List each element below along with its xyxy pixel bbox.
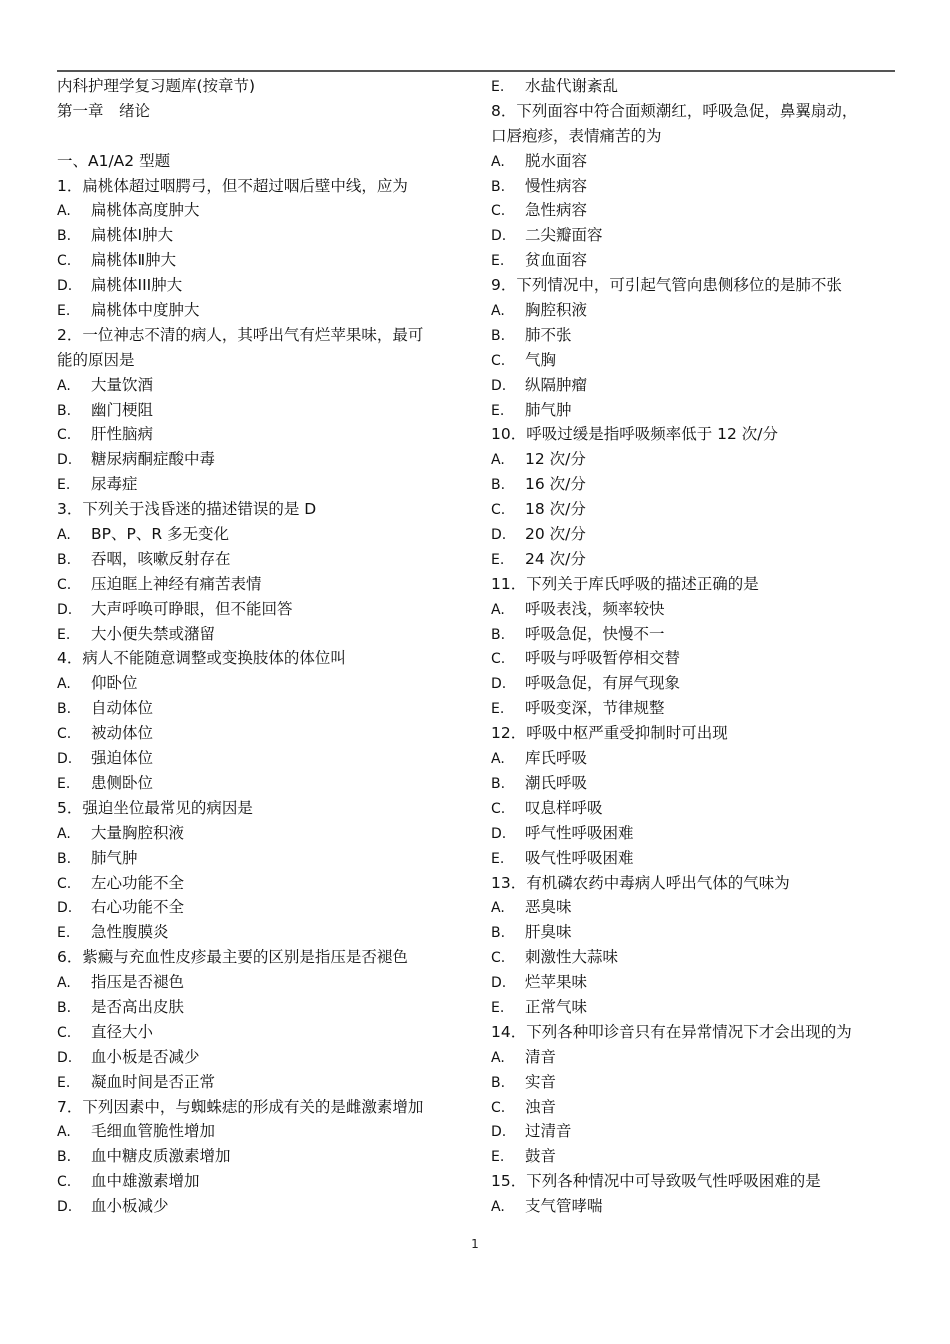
option-text: 呼吸变深，节律规整 bbox=[525, 699, 665, 718]
answer-option bbox=[57, 1119, 467, 1144]
answer-option bbox=[491, 622, 895, 647]
question-text: 10．呼吸过缓是指呼吸频率低于 12 次/分 bbox=[491, 425, 779, 444]
answer-option bbox=[57, 1144, 467, 1169]
blank-line bbox=[57, 124, 467, 149]
option-text: 肺不张 bbox=[525, 325, 572, 344]
answer-option bbox=[491, 74, 895, 99]
option-text: 16 次/分 bbox=[525, 475, 586, 494]
header-rule bbox=[57, 70, 895, 72]
option-label: C. bbox=[491, 800, 506, 817]
answer-option bbox=[491, 771, 895, 796]
option-label: C. bbox=[57, 726, 72, 743]
answer-option bbox=[491, 1095, 895, 1120]
option-text: 肺气肿 bbox=[91, 848, 138, 867]
option-text: 扁桃体Ⅰ肿大 bbox=[91, 226, 174, 245]
option-text: 大量饮酒 bbox=[91, 375, 154, 394]
option-label: E. bbox=[57, 925, 71, 942]
heading-text: 内科护理学复习题库(按章节) bbox=[57, 77, 256, 95]
answer-option bbox=[57, 920, 467, 945]
option-text: 二尖瓣面容 bbox=[525, 226, 603, 245]
answer-option bbox=[57, 1169, 467, 1194]
option-text: 过清音 bbox=[525, 1122, 572, 1141]
option-label: E. bbox=[491, 1149, 505, 1166]
answer-option bbox=[491, 522, 895, 547]
question-text: 11．下列关于库氏呼吸的描述正确的是 bbox=[491, 574, 759, 593]
option-label: C. bbox=[57, 253, 72, 270]
option-label: A. bbox=[57, 203, 71, 220]
question-text: 12．呼吸中枢严重受抑制时可出现 bbox=[491, 724, 728, 743]
option-text: 急性腹膜炎 bbox=[91, 923, 169, 942]
answer-option bbox=[57, 198, 467, 223]
option-label: E. bbox=[57, 1074, 71, 1091]
option-text: 清音 bbox=[525, 1047, 557, 1066]
answer-option bbox=[57, 597, 467, 622]
option-label: D. bbox=[491, 825, 507, 842]
option-text: 呼吸表浅，频率较快 bbox=[525, 599, 665, 618]
option-text: 恶臭味 bbox=[525, 898, 572, 917]
answer-option bbox=[491, 821, 895, 846]
option-text: 浊音 bbox=[525, 1097, 557, 1116]
option-label: A. bbox=[57, 527, 71, 544]
option-text: 18 次/分 bbox=[525, 500, 586, 519]
answer-option bbox=[491, 398, 895, 423]
answer-option bbox=[57, 970, 467, 995]
answer-option bbox=[57, 846, 467, 871]
answer-option bbox=[491, 298, 895, 323]
answer-option bbox=[491, 348, 895, 373]
answer-option bbox=[57, 1045, 467, 1070]
answer-option bbox=[491, 223, 895, 248]
question-text: 7．下列因素中，与蜘蛛痣的形成有关的是雌激素增加 bbox=[57, 1097, 424, 1116]
answer-option bbox=[491, 497, 895, 522]
option-label: C. bbox=[57, 1024, 72, 1041]
option-label: C. bbox=[491, 352, 506, 369]
option-label: E. bbox=[491, 551, 505, 568]
option-text: 肝性脑病 bbox=[91, 425, 154, 444]
answer-option bbox=[491, 373, 895, 398]
answer-option bbox=[491, 472, 895, 497]
option-label: B. bbox=[491, 178, 506, 195]
answer-option bbox=[491, 671, 895, 696]
option-text: 左心功能不全 bbox=[91, 873, 185, 892]
option-label: E. bbox=[57, 775, 71, 792]
answer-option bbox=[491, 597, 895, 622]
question-text: 口唇疱疹，表情痛苦的为 bbox=[491, 126, 662, 145]
option-text: 气胸 bbox=[525, 350, 557, 369]
option-text: 凝血时间是否正常 bbox=[91, 1072, 216, 1091]
option-text: 糖尿病酮症酸中毒 bbox=[91, 450, 216, 469]
option-text: 大小便失禁或潴留 bbox=[91, 624, 216, 643]
answer-option bbox=[491, 920, 895, 945]
option-text: 20 次/分 bbox=[525, 525, 586, 544]
option-label: A. bbox=[57, 825, 71, 842]
option-label: D. bbox=[57, 452, 73, 469]
answer-option bbox=[491, 895, 895, 920]
option-label: B. bbox=[491, 925, 506, 942]
option-text: 库氏呼吸 bbox=[525, 749, 588, 768]
option-label: B. bbox=[57, 228, 72, 245]
answer-option bbox=[57, 373, 467, 398]
option-text: 呼气性呼吸困难 bbox=[525, 823, 634, 842]
answer-option bbox=[491, 1070, 895, 1095]
option-label: B. bbox=[57, 1149, 72, 1166]
option-text: 24 次/分 bbox=[525, 549, 586, 568]
option-text: 烂苹果味 bbox=[525, 973, 588, 992]
answer-option bbox=[57, 696, 467, 721]
answer-option bbox=[57, 746, 467, 771]
option-label: B. bbox=[491, 626, 506, 643]
heading-text: 一、A1/A2 型题 bbox=[57, 151, 171, 170]
answer-option bbox=[57, 821, 467, 846]
question-text: 4．病人不能随意调整或变换肢体的体位叫 bbox=[57, 649, 346, 668]
option-text: 实音 bbox=[525, 1072, 557, 1091]
answer-option bbox=[57, 871, 467, 896]
option-label: B. bbox=[491, 775, 506, 792]
option-text: 刺激性大蒜味 bbox=[525, 948, 619, 967]
option-text: 毛细血管脆性增加 bbox=[91, 1122, 216, 1141]
option-label: B. bbox=[57, 999, 72, 1016]
answer-option bbox=[57, 895, 467, 920]
option-text: 急性病容 bbox=[525, 201, 588, 220]
option-text: 右心功能不全 bbox=[91, 898, 185, 917]
answer-option bbox=[491, 174, 895, 199]
option-label: D. bbox=[57, 278, 73, 295]
answer-option bbox=[57, 273, 467, 298]
question-text: 2．一位神志不清的病人，其呼出气有烂苹果味，最可 bbox=[57, 325, 424, 344]
option-label: C. bbox=[491, 502, 506, 519]
option-label: A. bbox=[491, 1049, 505, 1066]
question-text: 1．扁桃体超过咽腭弓，但不超过咽后壁中线，应为 bbox=[57, 176, 408, 195]
answer-option bbox=[491, 945, 895, 970]
option-label: A. bbox=[491, 153, 505, 170]
option-text: 肝臭味 bbox=[525, 923, 572, 942]
option-text: 血中糖皮质激素增加 bbox=[91, 1147, 231, 1166]
option-text: 强迫体位 bbox=[91, 749, 154, 768]
option-label: C. bbox=[491, 203, 506, 220]
option-text: 支气管哮喘 bbox=[525, 1197, 603, 1216]
option-label: E. bbox=[491, 999, 505, 1016]
option-text: 呼吸与呼吸暂停相交替 bbox=[525, 649, 681, 668]
option-text: 自动体位 bbox=[91, 699, 154, 718]
answer-option bbox=[491, 970, 895, 995]
question-text: 13．有机磷农药中毒病人呼出气体的气味为 bbox=[491, 873, 790, 892]
answer-option bbox=[491, 1144, 895, 1169]
option-label: B. bbox=[57, 701, 72, 718]
option-text: 指压是否褪色 bbox=[91, 973, 185, 992]
option-label: B. bbox=[57, 402, 72, 419]
option-label: C. bbox=[491, 1099, 506, 1116]
answer-option bbox=[57, 622, 467, 647]
answer-option bbox=[57, 223, 467, 248]
option-label: C. bbox=[491, 950, 506, 967]
option-text: 患侧卧位 bbox=[91, 773, 154, 792]
option-label: B. bbox=[57, 551, 72, 568]
answer-option bbox=[491, 1194, 895, 1219]
option-label: E. bbox=[491, 402, 505, 419]
answer-option bbox=[57, 1070, 467, 1095]
option-text: 大量胸腔积液 bbox=[91, 823, 185, 842]
answer-option bbox=[491, 995, 895, 1020]
answer-option bbox=[57, 472, 467, 497]
answer-option bbox=[57, 721, 467, 746]
answer-option bbox=[491, 796, 895, 821]
left-column bbox=[57, 74, 467, 1219]
option-text: 尿毒症 bbox=[91, 475, 138, 494]
answer-option bbox=[57, 422, 467, 447]
option-label: D. bbox=[57, 601, 73, 618]
option-label: C. bbox=[57, 427, 72, 444]
answer-option bbox=[57, 771, 467, 796]
option-text: 正常气味 bbox=[525, 997, 588, 1016]
question-text: 15．下列各种情况中可导致吸气性呼吸困难的是 bbox=[491, 1172, 821, 1191]
option-text: 呼吸急促，快慢不一 bbox=[525, 624, 665, 643]
option-label: A. bbox=[491, 601, 505, 618]
option-label: E. bbox=[491, 79, 505, 95]
answer-option bbox=[491, 1119, 895, 1144]
option-label: D. bbox=[491, 228, 507, 245]
question-text: 能的原因是 bbox=[57, 350, 135, 369]
answer-option bbox=[491, 198, 895, 223]
option-label: B. bbox=[491, 327, 506, 344]
option-text: 吸气性呼吸困难 bbox=[525, 848, 634, 867]
option-text: 幽门梗阻 bbox=[91, 400, 154, 419]
option-label: E. bbox=[57, 626, 71, 643]
answer-option bbox=[491, 746, 895, 771]
answer-option bbox=[57, 572, 467, 597]
option-label: A. bbox=[491, 452, 505, 469]
question-text: 8．下列面容中符合面颊潮红，呼吸急促，鼻翼扇动， bbox=[491, 101, 858, 120]
option-text: 压迫眶上神经有痛苦表情 bbox=[91, 574, 262, 593]
option-label: E. bbox=[491, 701, 505, 718]
answer-option bbox=[57, 1194, 467, 1219]
answer-option bbox=[491, 646, 895, 671]
answer-option bbox=[491, 696, 895, 721]
answer-option bbox=[491, 547, 895, 572]
option-label: B. bbox=[491, 477, 506, 494]
option-text: 扁桃体高度肿大 bbox=[91, 201, 200, 220]
question-text: 14．下列各种叩诊音只有在异常情况下才会出现的为 bbox=[491, 1022, 852, 1041]
option-label: A. bbox=[57, 1124, 71, 1141]
option-text: 水盐代谢紊乱 bbox=[525, 77, 619, 95]
option-label: A. bbox=[491, 751, 505, 768]
answer-option bbox=[57, 248, 467, 273]
option-label: E. bbox=[57, 477, 71, 494]
option-label: D. bbox=[57, 1049, 73, 1066]
option-label: D. bbox=[491, 676, 507, 693]
option-text: 扁桃体III肿大 bbox=[91, 276, 183, 295]
option-label: B. bbox=[491, 1074, 506, 1091]
option-text: 胸腔积液 bbox=[525, 301, 588, 320]
option-label: A. bbox=[57, 975, 71, 992]
option-text: 大声呼唤可睁眼，但不能回答 bbox=[91, 599, 293, 618]
answer-option bbox=[57, 447, 467, 472]
option-text: 吞咽，咳嗽反射存在 bbox=[91, 549, 231, 568]
option-text: 脱水面容 bbox=[525, 151, 588, 170]
option-text: 肺气肿 bbox=[525, 400, 572, 419]
answer-option bbox=[491, 846, 895, 871]
option-label: D. bbox=[491, 527, 507, 544]
option-label: D. bbox=[491, 1124, 507, 1141]
option-label: C. bbox=[491, 651, 506, 668]
right-column bbox=[491, 74, 895, 1219]
option-text: 扁桃体中度肿大 bbox=[91, 301, 200, 320]
option-text: 仰卧位 bbox=[91, 674, 138, 693]
page-number: 1 bbox=[471, 1237, 479, 1251]
answer-option bbox=[57, 671, 467, 696]
answer-option bbox=[57, 547, 467, 572]
option-label: C. bbox=[57, 875, 72, 892]
question-text: 3．下列关于浅昏迷的描述错误的是 D bbox=[57, 500, 317, 519]
option-text: BP、P、R 多无变化 bbox=[91, 525, 230, 544]
option-text: 被动体位 bbox=[91, 724, 154, 743]
option-label: C. bbox=[57, 576, 72, 593]
option-text: 直径大小 bbox=[91, 1022, 154, 1041]
option-text: 扁桃体Ⅱ肿大 bbox=[91, 251, 177, 270]
heading-text: 第一章 绪论 bbox=[57, 101, 151, 120]
option-text: 是否高出皮肤 bbox=[91, 997, 185, 1016]
question-text: 5．强迫坐位最常见的病因是 bbox=[57, 798, 253, 817]
option-label: B. bbox=[57, 850, 72, 867]
answer-option bbox=[491, 1045, 895, 1070]
option-label: D. bbox=[491, 377, 507, 394]
option-label: A. bbox=[491, 1199, 505, 1216]
answer-option bbox=[491, 447, 895, 472]
option-label: A. bbox=[57, 377, 71, 394]
answer-option bbox=[57, 398, 467, 423]
option-text: 12 次/分 bbox=[525, 450, 586, 469]
answer-option bbox=[491, 323, 895, 348]
answer-option bbox=[57, 995, 467, 1020]
option-label: E. bbox=[491, 253, 505, 270]
option-label: A. bbox=[57, 676, 71, 693]
answer-option bbox=[491, 149, 895, 174]
option-text: 血中雄激素增加 bbox=[91, 1172, 200, 1191]
option-text: 血小板减少 bbox=[91, 1197, 169, 1216]
answer-option bbox=[57, 1020, 467, 1045]
option-text: 血小板是否减少 bbox=[91, 1047, 200, 1066]
answer-option bbox=[491, 248, 895, 273]
option-label: D. bbox=[57, 751, 73, 768]
answer-option bbox=[57, 298, 467, 323]
option-text: 贫血面容 bbox=[525, 251, 588, 270]
option-text: 纵隔肿瘤 bbox=[525, 375, 588, 394]
option-label: D. bbox=[491, 975, 507, 992]
option-text: 慢性病容 bbox=[525, 176, 588, 195]
question-text: 9．下列情况中，可引起气管向患侧移位的是肺不张 bbox=[491, 276, 842, 295]
option-label: A. bbox=[491, 900, 505, 917]
option-label: D. bbox=[57, 1199, 73, 1216]
option-label: E. bbox=[57, 303, 71, 320]
question-text: 6．紫癜与充血性皮疹最主要的区别是指压是否褪色 bbox=[57, 948, 408, 967]
option-text: 叹息样呼吸 bbox=[525, 798, 603, 817]
answer-option bbox=[57, 522, 467, 547]
option-text: 呼吸急促，有屏气现象 bbox=[525, 674, 681, 693]
option-text: 潮氏呼吸 bbox=[525, 773, 588, 792]
option-label: A. bbox=[491, 303, 505, 320]
option-text: 鼓音 bbox=[525, 1147, 557, 1166]
option-label: D. bbox=[57, 900, 73, 917]
option-label: C. bbox=[57, 1174, 72, 1191]
option-label: E. bbox=[491, 850, 505, 867]
